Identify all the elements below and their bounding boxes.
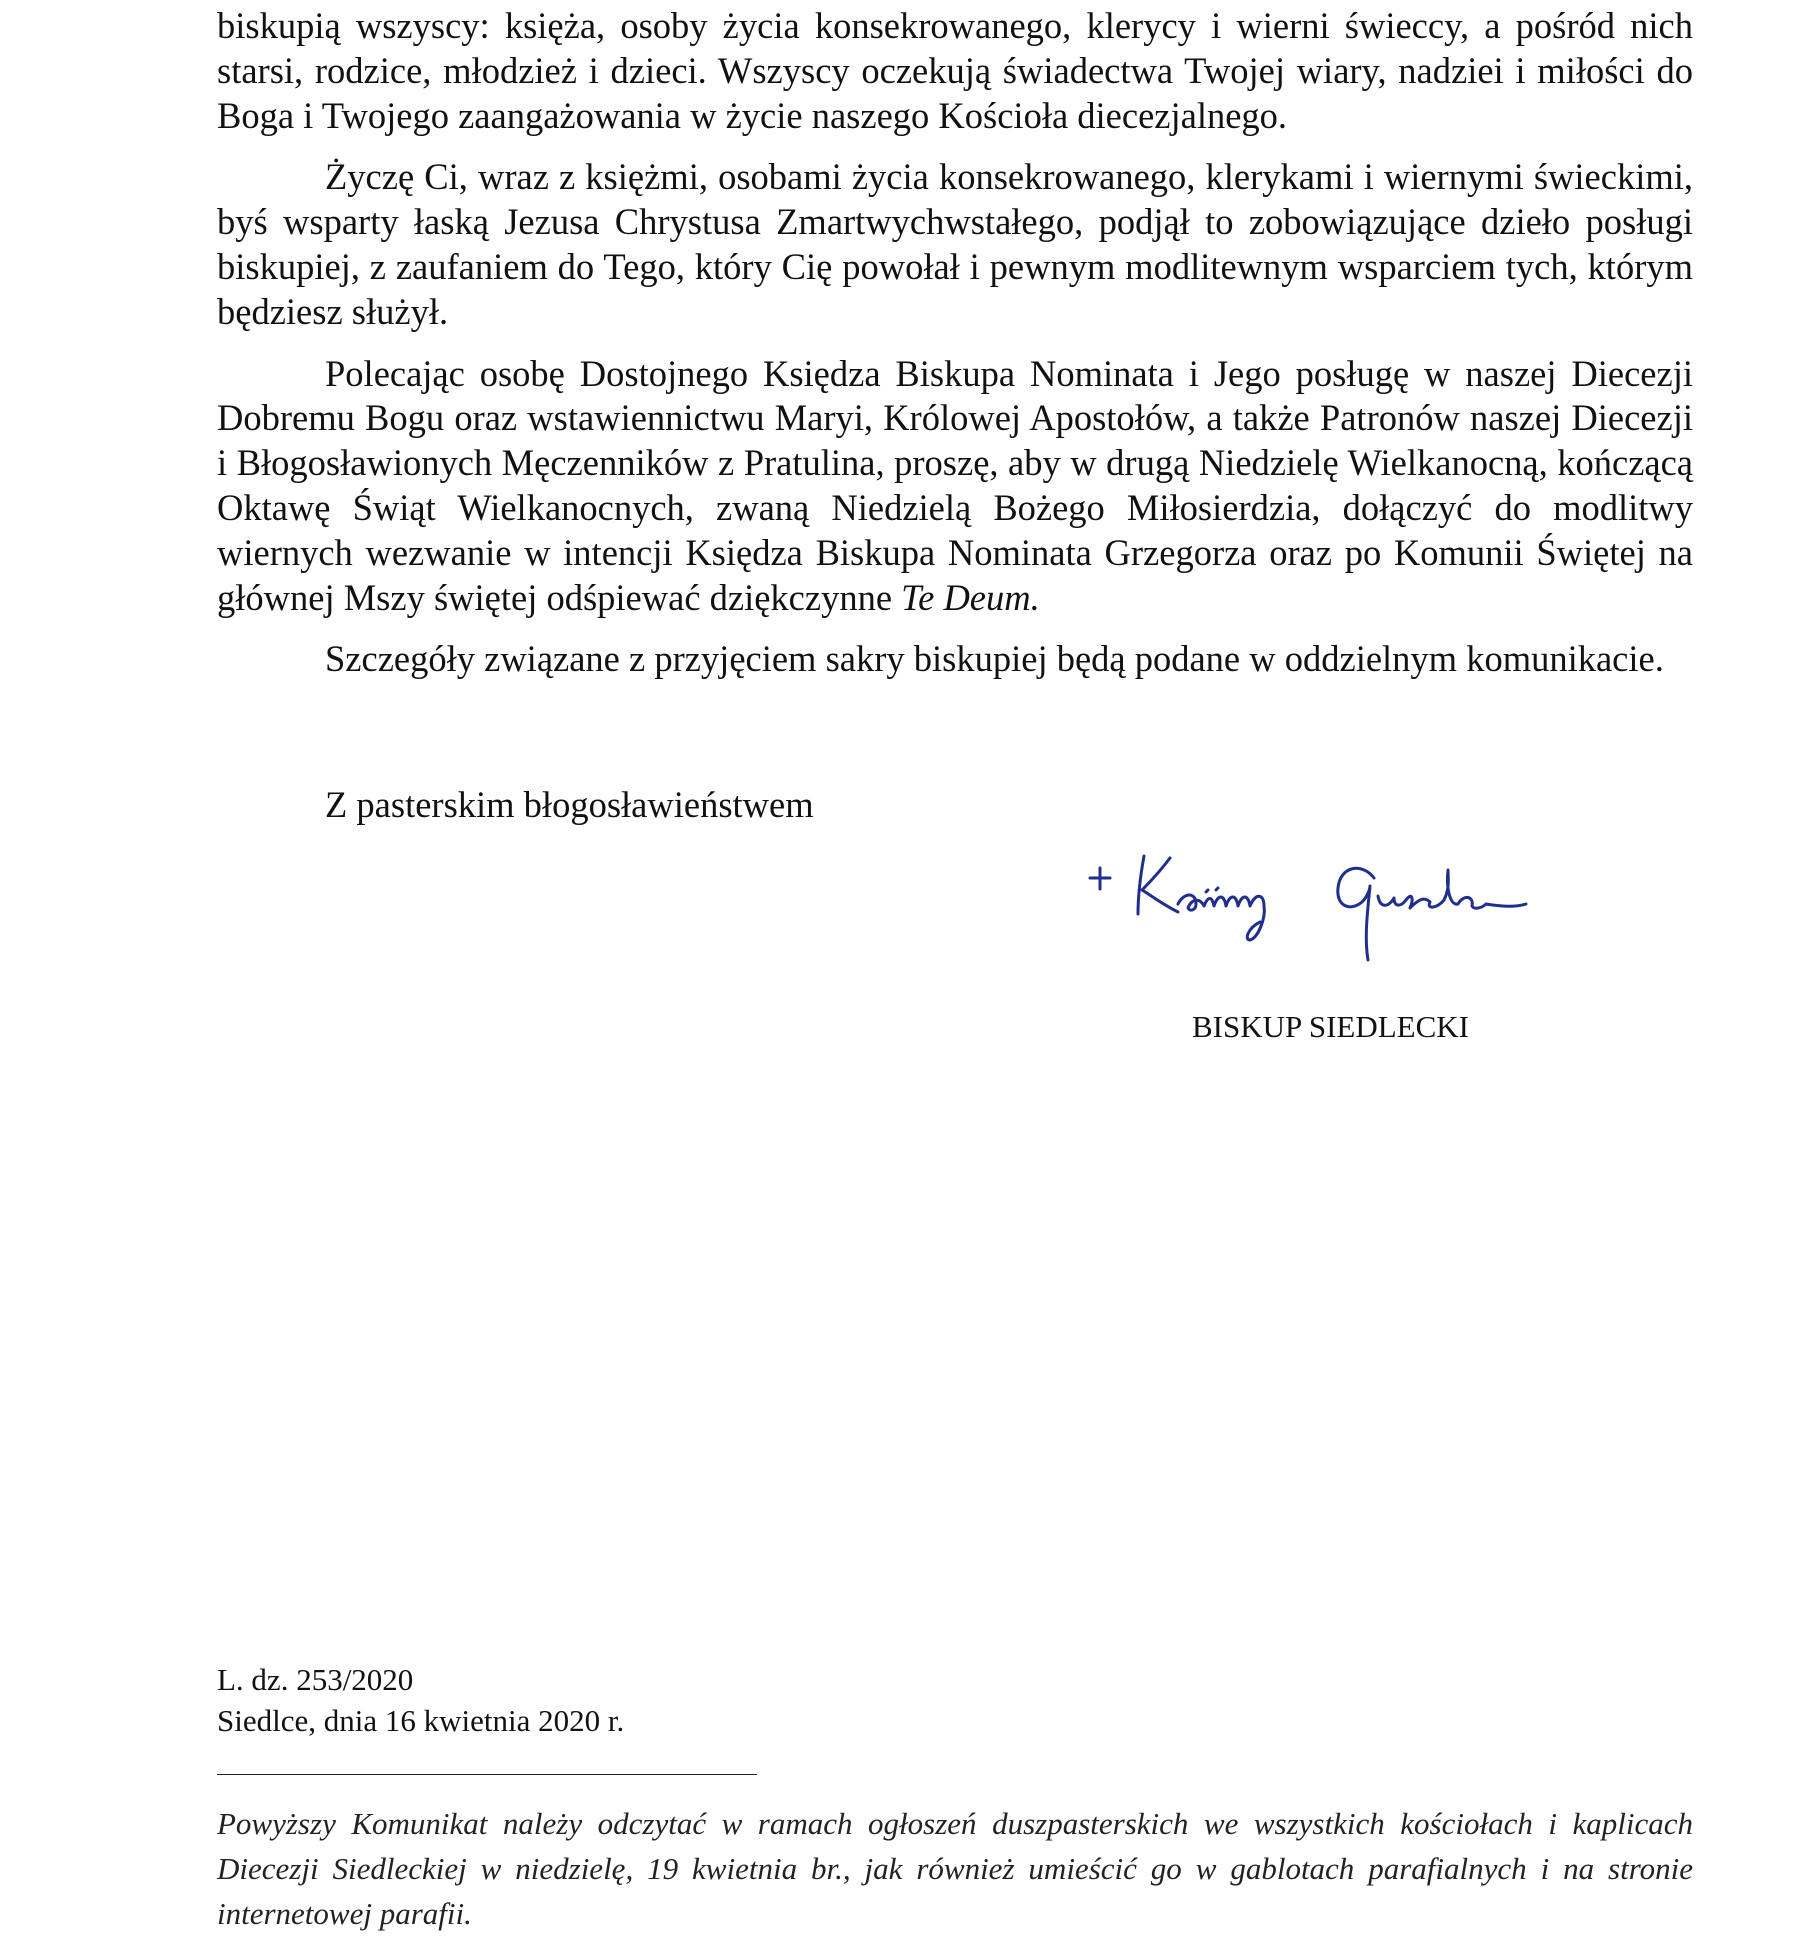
signer-title: BISKUP SIEDLECKI [1192,1009,1470,1044]
letter-body [217,4,1693,699]
prayer-request-text: Polecając osobę Dostojnego Księdza Biskupa Nominata i Jego posługę w naszej Diecezji Dobremu Bogu oraz wstawiennictwu Maryi, Królowej Apostołów, a także Patronów naszej Diecezji i Błogosławionych Męczenników z Pratulina, proszę, aby w drugą Niedzielę Wielkanocną, kończącą Oktawę Świąt Wielkanocnych, zwaną Niedzielą Bożego Miłosierdzia, dołączyć do modlitwy wiernych wezwanie w intencji Księdza Biskupa Nominata Grzegorza oraz po Komunii Świętej na głównej Mszy świętej odśpiewać dziękczynne [217,352,1693,618]
closing-greeting: Z pasterskim błogosławieństwem [325,784,814,825]
handwritten-signature [1078,848,1558,978]
paragraph-continuation: biskupią wszyscy: księża, osoby życia konsekrowanego, klerycy i wierni świeccy, a pośród nich starsi, rodzice, młodzież i dzieci. Wszyscy oczekują świadectwa Twojej wiary, nadziei i miłości do Boga i Twojego zaangażowania w życie naszego Kościoła diecezjalnego. [217,5,1693,136]
paragraph-wishes: Życzę Ci, wraz z księżmi, osobami życia konsekrowanego, klerykami i wiernymi świeckimi, byś wsparty łaską Jezusa Chrystusa Zmartwychwstałego, podjął to zobowiązujące dzieło posługi biskupiej, z zaufaniem do Tego, który Cię powołał i pewnym modlitewnym wsparciem tych, którym będziesz służył. [217,156,1693,332]
paragraph-prayer-request [217,352,1693,621]
reference-number: L. dz. 253/2020 [217,1662,414,1697]
te-deum-title: Te Deum. [901,576,1040,618]
paragraph-details: Szczegóły związane z przyjęciem sakry biskupiej będą podane w oddzielnym komunikacie. [325,638,1664,680]
footnote-separator [217,1774,757,1775]
footnote-note: Powyższy Komunikat należy odczytać w ramach ogłoszeń duszpasterskich we wszystkich kościołach i kaplicach Diecezji Siedleckiej w niedzielę, 19 kwietnia br., jak również umieścić go w gablotach parafialnych i na stronie internetowej parafii. [217,1806,1693,1931]
place-and-date: Siedlce, dnia 16 kwietnia 2020 r. [217,1703,625,1738]
